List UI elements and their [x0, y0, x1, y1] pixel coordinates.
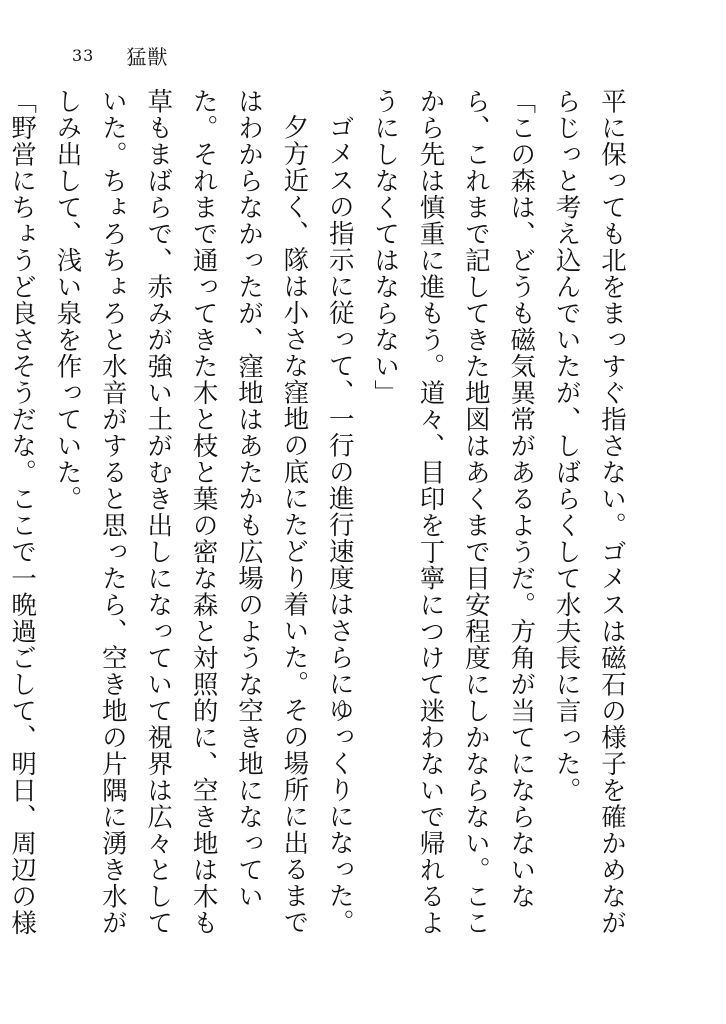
- page-header: [72, 40, 168, 70]
- vertical-body-text: [0, 88, 634, 958]
- paragraph-3: ゴメスの指示に従って、一行の進行速度はさらにゆっくりになった。: [324, 113, 355, 935]
- page-number: 33: [72, 45, 95, 65]
- paragraph-1: 平に保っても北をまっすぐ指さない。ゴメスは磁石の様子を確かめながらじっと考え込んでいたが、しばらくして水夫長に言った。: [551, 88, 627, 936]
- paragraph-2-quote: 「この森は、どうも磁気異常があるようだ。方角が当てにならないなら、これまで記してきた地図はあくまで目安程度にしかならない。ここから先は慎重に進もう。道々、目印を丁寧につけて迷わないで帰れるようにしなくてはならない」: [370, 88, 537, 936]
- paragraph-4: 夕方近く、隊は小さな窪地の底にたどり着いた。その場所に出るまではわからなかったが、窪地はあたかも広場のような空き地になっていた。それまで通ってきた木と枝と葉の密な森と対照的に、空き地は木も草もまばらで、赤みが強い土がむき出しになっていて視界は広々としていた。ちょろちょろと水音がすると思ったら、空き地の片隅に湧き水がしみ出して、浅い泉を作っていた。: [52, 88, 310, 936]
- chapter-title: 猛獣: [126, 44, 169, 69]
- paragraph-5-quote: 「野営にちょうど良さそうだな。ここで一晩過ごして、明日、周辺の様: [7, 88, 38, 936]
